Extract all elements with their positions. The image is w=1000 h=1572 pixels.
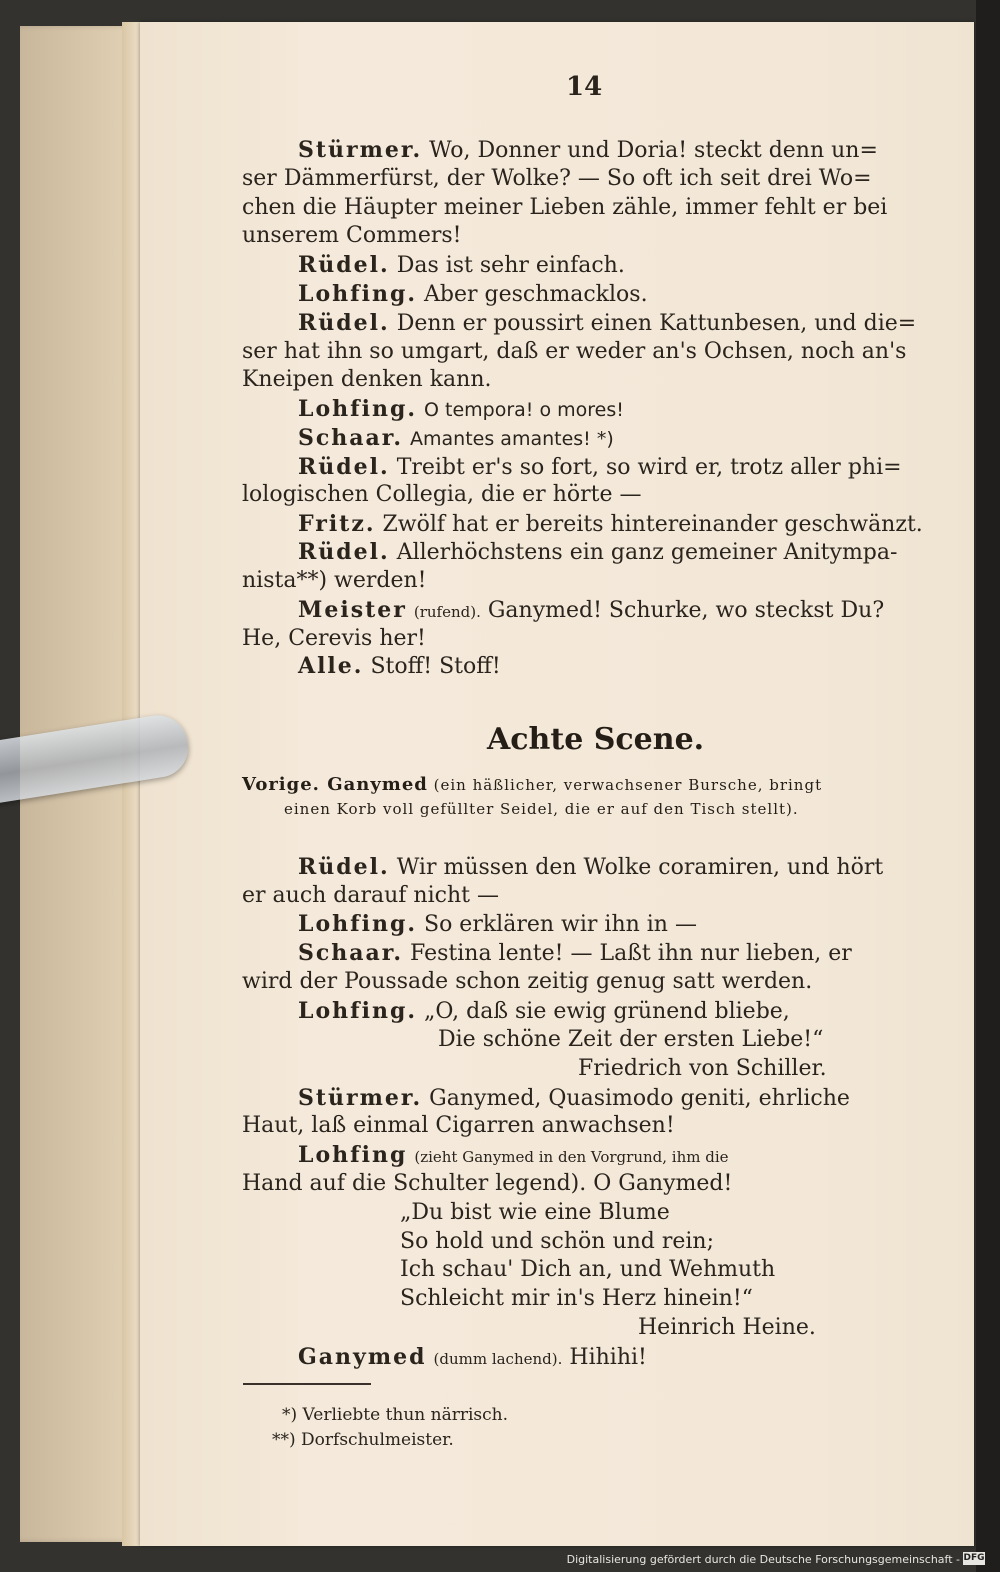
speaker-name: Ganymed (298, 1344, 427, 1370)
text-line (298, 309, 916, 338)
speaker-name: Rüdel. (298, 854, 390, 880)
dfg-logo: DFG (963, 1553, 985, 1563)
stage-note: (zieht Ganymed in den Vorgrund, ihm die (414, 1148, 729, 1166)
speaker-name: Lohfing. (298, 396, 417, 422)
line-text: Friedrich von Schiller. (578, 1056, 827, 1081)
text-line (298, 280, 648, 309)
line-text: chen die Häupter meiner Lieben zähle, immer fehlt er bei (242, 195, 888, 220)
text-line (242, 882, 499, 910)
digitization-credit: Digitalisierung gefördert durch die Deutsche Forschungsgemeinschaft - (566, 1553, 960, 1566)
line-text: Ich schau' Dich an, und Wehmuth (400, 1257, 776, 1282)
text-line (298, 1141, 729, 1171)
line-text: Festina lente! — Laßt ihn nur lieben, er (410, 941, 852, 966)
line-text: Das ist sehr einfach. (396, 253, 625, 278)
text-line (242, 1170, 732, 1198)
speaker-name: Schaar. (298, 425, 404, 451)
line-text: Allerhöchstens ein ganz gemeiner Anitympa- (396, 540, 898, 565)
text-line (298, 136, 878, 165)
line-text: wird der Poussade schon zeitig genug satt werden. (242, 969, 813, 994)
line-text: nista**) werden! (242, 568, 427, 593)
stage-direction-line-2: einen Korb voll gefüllter Seidel, die er auf den Tisch stellt). (284, 800, 799, 818)
line-text: Treibt er's so fort, so wird er, trotz aller phi= (396, 455, 902, 480)
line-text: Hand auf die Schulter legend). O Ganymed! (242, 1171, 733, 1196)
text-line (298, 997, 790, 1026)
text-line (400, 1199, 670, 1227)
text-line (298, 596, 884, 626)
stage-note: (rufend). (413, 603, 481, 621)
speaker-name: Schaar. (298, 940, 404, 966)
speaker-name: Lohfing. (298, 911, 417, 937)
text-line (638, 1314, 816, 1342)
line-text: lologischen Collegia, die er hörte — (242, 482, 642, 507)
line-text: Amantes amantes! *) (410, 428, 614, 450)
speaker-name: Lohfing (298, 1142, 408, 1168)
footnote-1 (282, 1405, 508, 1425)
speaker-name: Meister (298, 597, 407, 623)
speaker-name: Rüdel. (298, 539, 390, 565)
scene-title: Achte Scene. (487, 722, 705, 757)
line-text: So hold und schön und rein; (400, 1229, 715, 1254)
text-line (298, 453, 902, 482)
line-text: So erklären wir ihn in — (424, 912, 697, 937)
line-text: Die schöne Zeit der ersten Liebe!“ (438, 1027, 824, 1052)
text-line (242, 1112, 675, 1140)
line-text: er auch darauf nicht — (242, 883, 499, 908)
text-line (298, 853, 883, 882)
text-line (298, 939, 852, 968)
speaker-name: Lohfing. (298, 281, 417, 307)
text-line (242, 366, 492, 394)
line-text: unserem Commers! (242, 223, 462, 248)
speaker-name: Stürmer. (298, 137, 423, 163)
line-text: Heinrich Heine. (638, 1315, 816, 1340)
line-text: He, Cerevis her! (242, 626, 426, 651)
text-line (400, 1228, 714, 1256)
speaker-name: Rüdel. (298, 310, 390, 336)
scan-border (976, 0, 1000, 1572)
footnote-text: Verliebte thun närrisch. (302, 1405, 509, 1425)
text-line (400, 1285, 753, 1313)
footnote-rule (243, 1383, 371, 1385)
text-line (298, 538, 897, 567)
line-text: O tempora! o mores! (424, 399, 624, 421)
text-line (242, 222, 462, 250)
line-text: „O, daß sie ewig grünend bliebe, (424, 999, 790, 1024)
line-text: ser Dämmerfürst, der Wolke? — So oft ich seit drei Wo= (242, 166, 872, 191)
line-text: ser hat ihn so umgart, daß er weder an's Ochsen, noch an's (242, 339, 907, 364)
text-line (298, 424, 614, 453)
text-line (298, 395, 624, 424)
line-text: „Du bist wie eine Blume (400, 1200, 670, 1225)
stage-direction-text-1: (ein häßlicher, verwachsener Bursche, bringt (433, 776, 823, 794)
stage-direction-lead: Vorige. Ganymed (242, 774, 428, 795)
text-line (298, 910, 697, 939)
text-line (242, 625, 426, 653)
stage-direction-line-1 (242, 774, 822, 795)
speaker-name: Fritz. (298, 511, 376, 537)
text-line (298, 652, 501, 681)
line-text: Kneipen denken kann. (242, 367, 492, 392)
footnote-mark: *) (282, 1405, 298, 1425)
text-line (242, 194, 887, 222)
text-line (298, 1084, 850, 1113)
text-line (298, 1343, 647, 1373)
speaker-name: Rüdel. (298, 252, 390, 278)
line-text: Wo, Donner und Doria! steckt denn un= (429, 138, 878, 163)
speaker-name: Lohfing. (298, 998, 417, 1024)
text-line (400, 1256, 775, 1284)
speaker-name: Stürmer. (298, 1085, 423, 1111)
line-text: Wir müssen den Wolke coramiren, und hört (396, 855, 884, 880)
page-number: 14 (566, 72, 603, 102)
line-text: Ganymed! Schurke, wo steckst Du? (487, 598, 885, 623)
line-text: Zwölf hat er bereits hintereinander geschwänzt. (382, 512, 923, 537)
footnote-text: Dorfschulmeister. (301, 1430, 454, 1450)
line-text: Haut, laß einmal Cigarren anwachsen! (242, 1113, 675, 1138)
text-line (242, 567, 427, 595)
text-line (298, 251, 625, 280)
line-text: Aber geschmacklos. (424, 282, 648, 307)
footnote-mark: **) (272, 1430, 296, 1450)
text-line (242, 338, 906, 366)
line-text: Hihihi! (569, 1345, 647, 1370)
line-text: Stoff! Stoff! (370, 654, 501, 679)
text-line (242, 481, 641, 509)
footnote-2 (272, 1430, 454, 1450)
stage-note: (dumm lachend). (433, 1350, 563, 1368)
text-line (578, 1055, 827, 1083)
line-text: Schleicht mir in's Herz hinein!“ (400, 1286, 753, 1311)
text-line (242, 165, 872, 193)
text-line (242, 968, 812, 996)
line-text: Ganymed, Quasimodo geniti, ehrliche (429, 1086, 850, 1111)
text-line (438, 1026, 823, 1054)
speaker-name: Rüdel. (298, 454, 390, 480)
line-text: Denn er poussirt einen Kattunbesen, und die= (396, 311, 917, 336)
speaker-name: Alle. (298, 653, 364, 679)
text-line (298, 510, 923, 539)
